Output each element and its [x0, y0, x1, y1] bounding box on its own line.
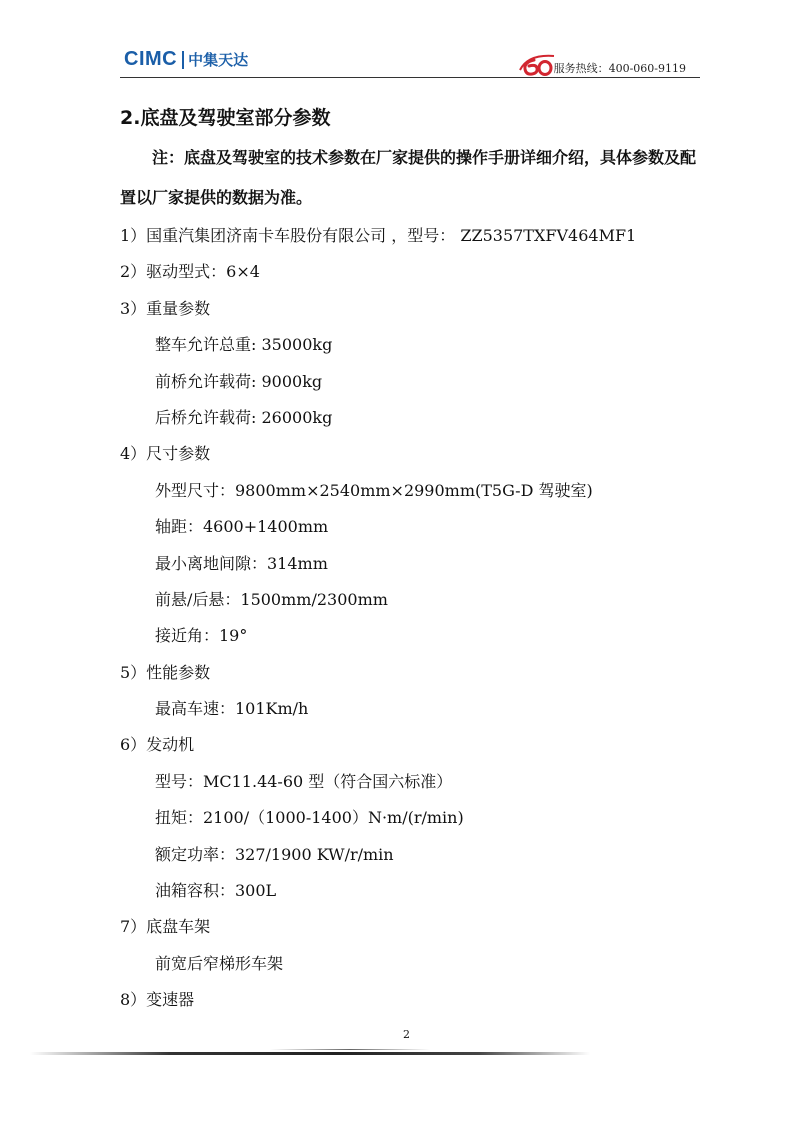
hotline [516, 52, 686, 78]
spec-rated-power: 额定功率：327/1900 KW/r/min [155, 844, 394, 864]
spec-heading-dimensions: 4）尺寸参数 [120, 444, 211, 464]
spec-item-manufacturer: 1）国重汽集团济南卡车股份有限公司 ，型号： ZZ5357TXFV464MF1 [120, 226, 637, 245]
document-body [120, 98, 710, 1019]
spec-max-speed: 最高车速：101Km/h [155, 699, 309, 719]
spec-overall-dimensions: 外型尺寸：9800mm×2540mm×2990mm(T5G-D 驾驶室) [155, 480, 593, 500]
logo-en-text: CIMC [124, 48, 178, 70]
spec-fuel-tank: 油箱容积：300L [155, 881, 277, 901]
header-rule [120, 77, 700, 78]
footer-rule [30, 1052, 590, 1055]
hotline-text: 服务热线：400-060-9119 [553, 62, 686, 75]
logo-cn-text: 中集天达 [188, 51, 249, 69]
spec-heading-engine: 6）发动机 [120, 735, 195, 755]
spec-torque: 扭矩：2100/（1000-1400）N·m/(r/min) [155, 808, 464, 828]
cimc-logo [124, 48, 248, 71]
logo-divider [182, 51, 184, 69]
spec-overhang: 前悬/后悬：1500mm/2300mm [155, 589, 388, 609]
spec-heading-performance: 5）性能参数 [120, 662, 211, 682]
spec-gross-weight: 整车允许总重: 35000kg [155, 335, 333, 355]
spec-rear-axle-load: 后桥允许载荷: 26000kg [155, 407, 333, 427]
spec-approach-angle: 接近角：19° [155, 626, 248, 646]
spec-item-drive-type: 2）驱动型式：6×4 [120, 262, 260, 282]
page-number: 2 [403, 1028, 410, 1041]
spec-list [120, 218, 710, 1019]
spec-heading-frame: 7）底盘车架 [120, 917, 211, 937]
spec-wheelbase: 轴距：4600+1400mm [155, 517, 329, 537]
spec-heading-transmission: 8）变速器 [120, 990, 195, 1010]
note-paragraph: 注：底盘及驾驶室的技术参数在厂家提供的操作手册详细介绍，具体参数及配置以厂家提供的数据为准。 [120, 148, 697, 207]
spec-ground-clearance: 最小离地间隙：314mm [155, 553, 328, 573]
section-title: 2.底盘及驾驶室部分参数 [120, 107, 331, 129]
spec-heading-weight: 3）重量参数 [120, 298, 211, 318]
spec-frame-type: 前宽后窄梯形车架 [155, 953, 284, 973]
spec-front-axle-load: 前桥允许载荷: 9000kg [155, 371, 323, 391]
spec-engine-model: 型号：MC11.44-60 型（符合国六标准） [155, 771, 453, 791]
footer-rule-accent [270, 1049, 430, 1050]
page-header [120, 44, 700, 78]
